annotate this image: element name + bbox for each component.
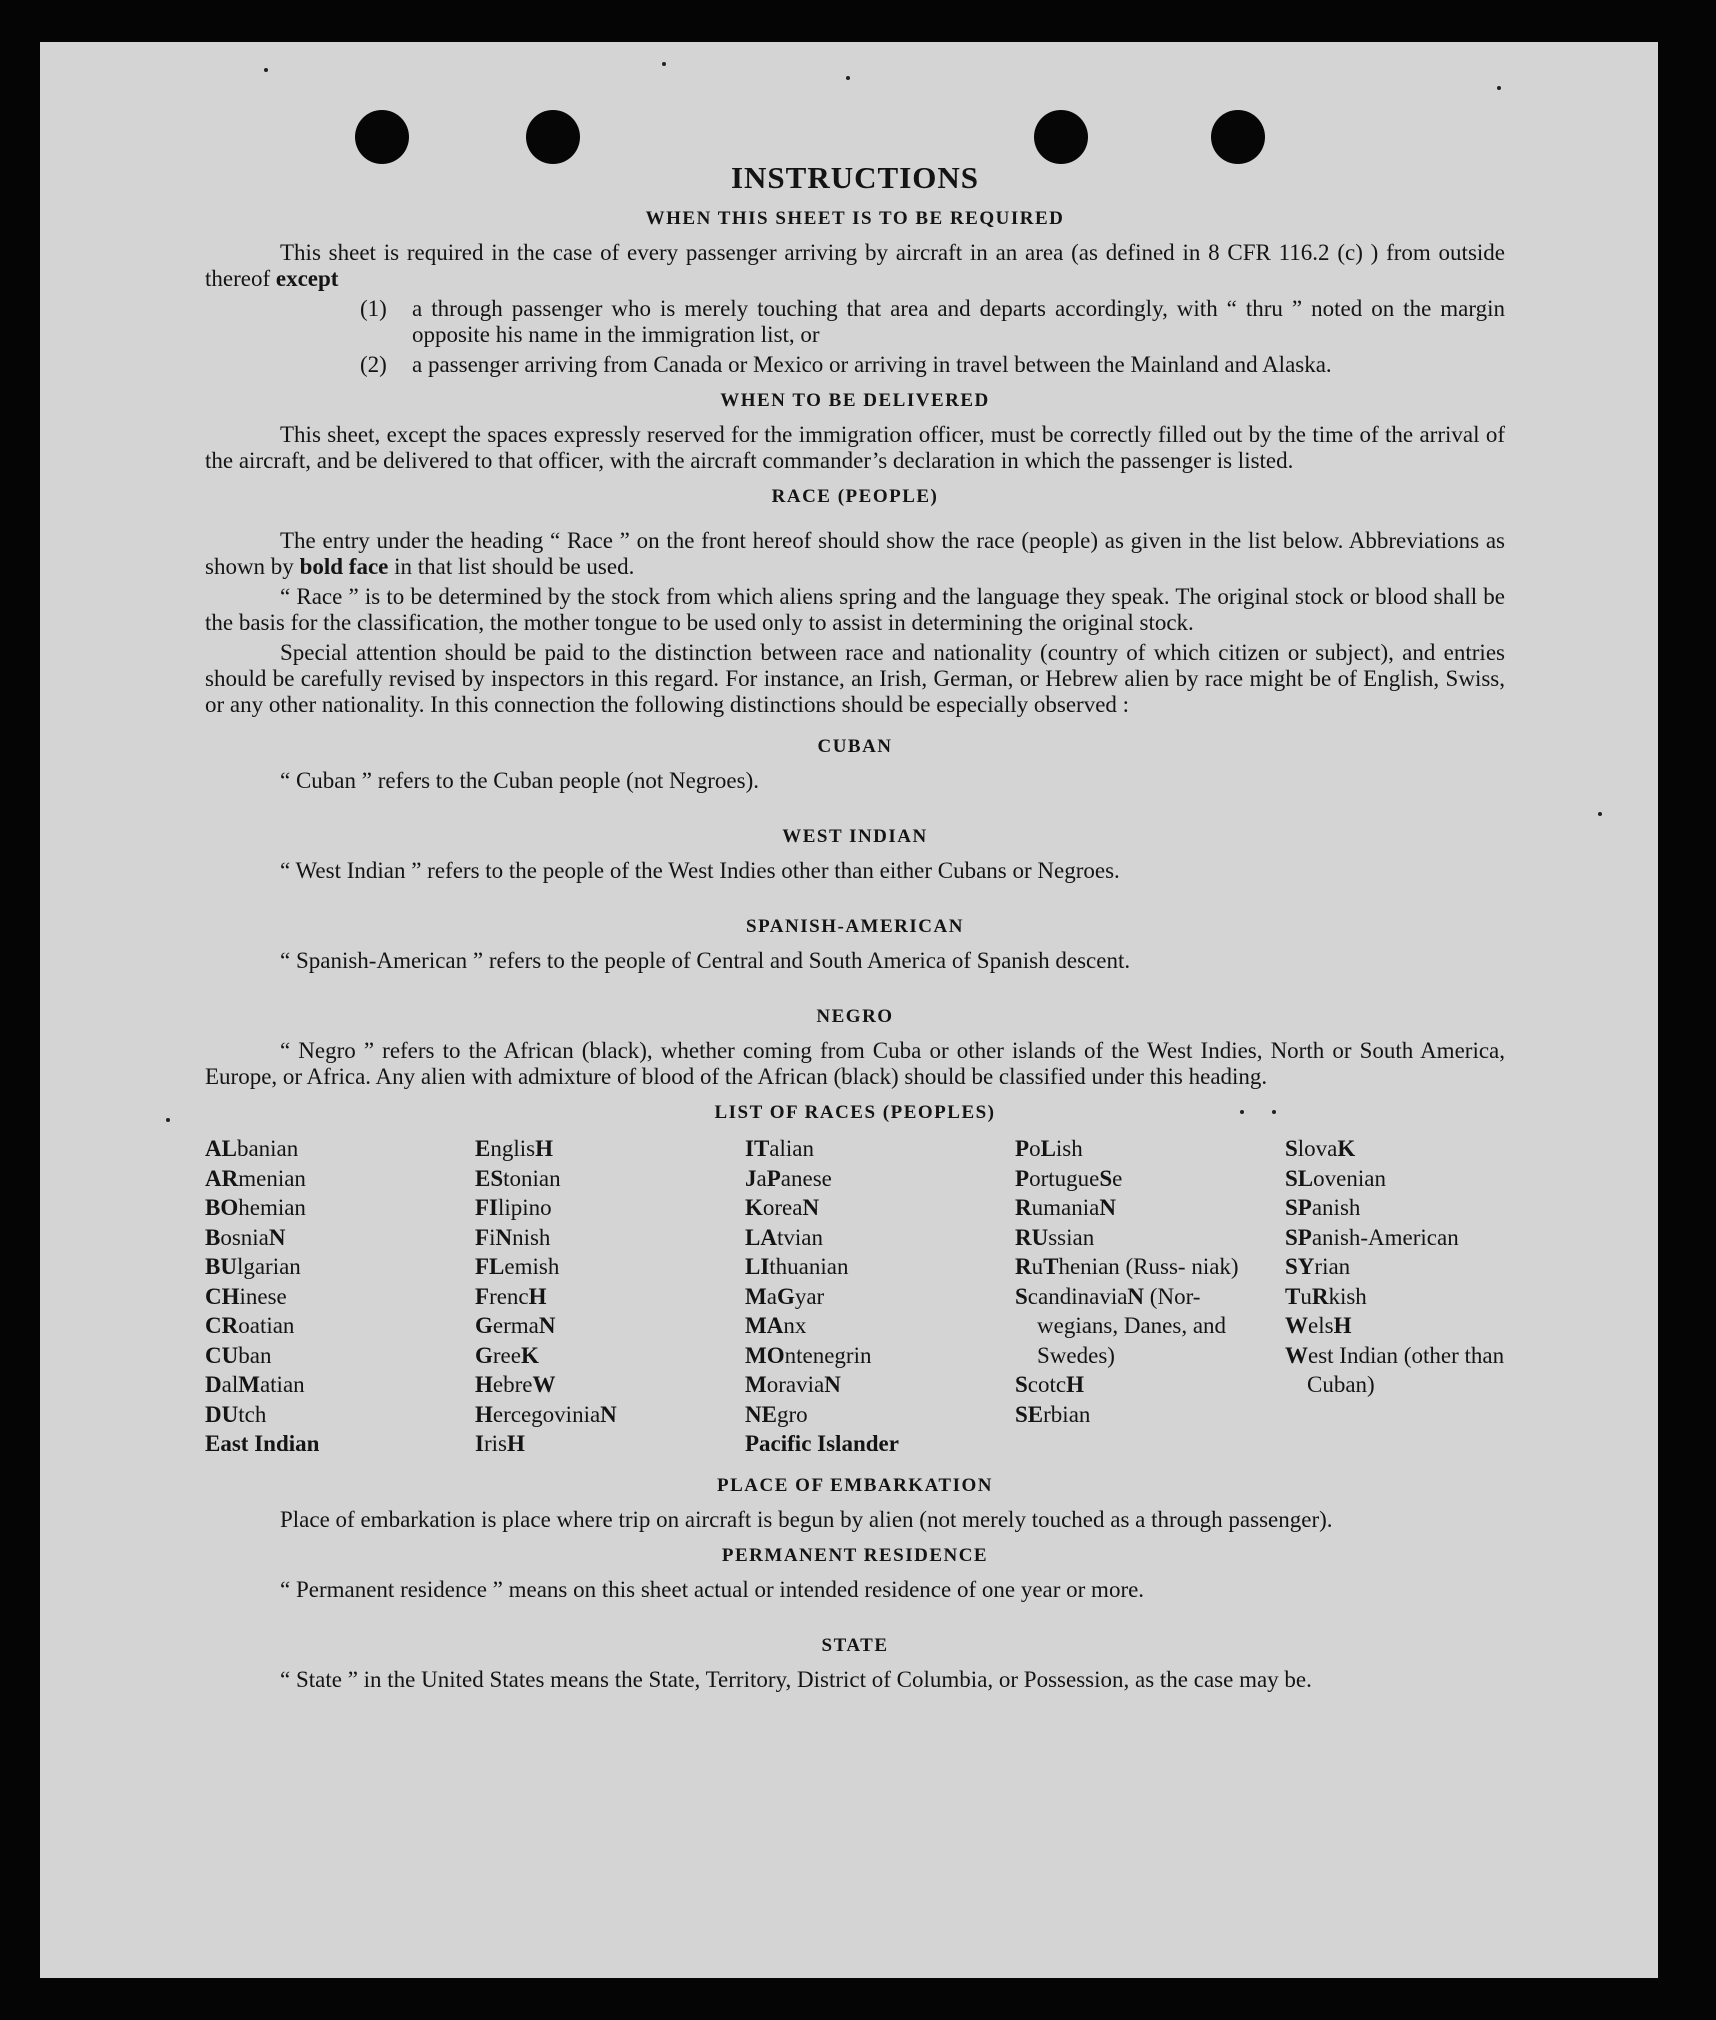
speck <box>846 76 850 80</box>
paragraph-text: in that list should be used. <box>394 554 635 579</box>
race-entry: GermaN <box>475 1313 556 1338</box>
paragraph-text: The entry under the heading “ Race ” on the front hereof should show the race (people) as given in the list below. Abbreviations as shown by <box>205 528 1505 579</box>
section-heading: STATE <box>821 1634 889 1656</box>
race-entry: CUban <box>205 1342 272 1368</box>
race-entry: EStonian <box>475 1165 561 1191</box>
paragraph: “ Negro ” refers to the African (black), whether coming from Cuba or other islands of the West Indies, North or South America, Europe, or Africa. Any alien with admixture of blood of the African (black) should be classified under this heading. <box>205 1038 1505 1089</box>
punch-hole <box>355 110 409 164</box>
race-entry: LAtvian <box>745 1224 823 1250</box>
race-entry: SErbian <box>1015 1401 1091 1427</box>
race-entry: HercegoviniaN <box>475 1401 617 1427</box>
speck <box>1598 812 1602 816</box>
section-heading: PLACE OF EMBARKATION <box>717 1474 993 1496</box>
section-heading: SPANISH-AMERICAN <box>746 916 964 937</box>
race-entry: ARmenian <box>205 1165 306 1191</box>
race-entry: BUlgarian <box>205 1254 301 1279</box>
section-heading: LIST OF RACES (PEOPLES) <box>714 1102 996 1123</box>
page-title: INSTRUCTIONS <box>730 160 979 195</box>
race-entry: DUtch <box>205 1401 267 1427</box>
race-entry: ITalian <box>745 1136 814 1161</box>
race-entry: GreeK <box>475 1342 539 1368</box>
item-text: a passenger arriving from Canada or Mexico or arriving in travel between the Mainland and Alaska. <box>412 352 1332 377</box>
race-entry: EnglisH <box>475 1136 553 1161</box>
race-entry: SPanish-American <box>1285 1224 1459 1250</box>
section-heading: WEST INDIAN <box>782 826 928 847</box>
race-entry: PortugueSe <box>1015 1165 1123 1191</box>
paragraph: “ Cuban ” refers to the Cuban people (not Negroes). <box>280 768 760 793</box>
race-entry: NEgro <box>745 1401 808 1427</box>
race-entry: BOhemian <box>205 1195 306 1220</box>
punch-hole <box>526 110 580 164</box>
race-entry: FiNnish <box>475 1224 551 1250</box>
item-number: (2) <box>360 352 387 377</box>
race-entry: PoLish <box>1015 1136 1083 1161</box>
race-entry: ScotcH <box>1015 1372 1084 1397</box>
item-number: (1) <box>360 296 387 321</box>
speck <box>166 1118 170 1122</box>
section-heading: PERMANENT RESIDENCE <box>721 1544 989 1566</box>
section-heading: RACE (PEOPLE) <box>771 486 939 507</box>
race-entry: East Indian <box>205 1431 320 1456</box>
race-entry: CRoatian <box>205 1313 295 1338</box>
race-column <box>475 1134 745 1459</box>
race-entry: MoraviaN <box>745 1372 841 1397</box>
race-entry: MaGyar <box>745 1283 825 1309</box>
race-entry: SPanish <box>1285 1195 1361 1220</box>
race-entry: CHinese <box>205 1283 287 1309</box>
race-column <box>205 1134 475 1459</box>
instructions-text <box>205 160 1505 1697</box>
race-entry: RUssian <box>1015 1224 1095 1250</box>
paragraph: “ Spanish-American ” refers to the people of Central and South America of Spanish descent. <box>280 948 1131 973</box>
punch-hole <box>1211 110 1265 164</box>
punch-hole <box>1034 110 1088 164</box>
race-entry: FrencH <box>475 1283 547 1309</box>
race-entry: MAnx <box>745 1313 807 1338</box>
list-item <box>205 296 1505 348</box>
paragraph <box>205 528 1505 580</box>
race-list <box>205 1134 1505 1459</box>
race-entry: JaPanese <box>745 1165 832 1191</box>
race-entry: KoreaN <box>745 1195 820 1220</box>
race-entry: FIlipino <box>475 1195 552 1220</box>
race-entry: SLovenian <box>1285 1165 1386 1191</box>
paragraph: “ West Indian ” refers to the people of the West Indies other than either Cubans or Negroes. <box>280 858 1120 883</box>
section-heading: NEGRO <box>816 1006 894 1027</box>
race-column <box>1285 1134 1515 1459</box>
race-entry: MOntenegrin <box>745 1342 872 1368</box>
race-entry: TuRkish <box>1285 1283 1367 1309</box>
bold-text: bold face <box>299 554 389 579</box>
paragraph <box>205 240 1505 292</box>
race-column <box>745 1134 1015 1459</box>
race-entry: WelsH <box>1285 1313 1352 1338</box>
race-entry: SYrian <box>1285 1254 1351 1279</box>
section-heading: WHEN THIS SHEET IS TO BE REQUIRED <box>645 208 1065 229</box>
paragraph: “ State ” in the United States means the State, Territory, District of Columbia, or Possession, as the case may be. <box>280 1666 1312 1692</box>
speck <box>1497 86 1501 90</box>
speck <box>662 62 666 66</box>
section-heading: WHEN TO BE DELIVERED <box>720 390 990 411</box>
paragraph-text: This sheet is required in the case of every passenger arriving by aircraft in an area (as defined in 8 CFR 116.2 (c) ) from outside thereof <box>205 240 1505 291</box>
race-entry: DalMatian <box>205 1372 305 1397</box>
item-text: a through passenger who is merely touching that area and departs accordingly, with “ thru ” noted on the margin opposite his name in the immigration list, or <box>412 296 1505 347</box>
document-sheet <box>40 42 1658 1978</box>
race-entry: LIthuanian <box>745 1254 849 1279</box>
paragraph: “ Permanent residence ” means on this sheet actual or intended residence of one year or more. <box>280 1576 1145 1602</box>
race-entry: Pacific Islander <box>745 1431 899 1456</box>
race-entry: RuThenian (Russ- niak) <box>1015 1254 1239 1279</box>
race-column <box>1015 1134 1285 1459</box>
paragraph: Place of embarkation is place where trip on aircraft is begun by alien (not merely touched as a through passenger). <box>280 1506 1333 1532</box>
race-entry: FLemish <box>475 1254 560 1279</box>
race-entry: ALbanian <box>205 1136 299 1161</box>
paragraph: Special attention should be paid to the distinction between race and nationality (country of which citizen or subject), and entries should be carefully revised by inspectors in this regard. For instance, an Irish, German, or Hebrew alien by race might be of English, Swiss, or any other nationality. In this connection the following distinctions should be especially observed : <box>205 640 1505 717</box>
race-entry: RumaniaN <box>1015 1195 1116 1220</box>
paragraph: This sheet, except the spaces expressly reserved for the immigration officer, must be correctly filled out by the time of the arrival of the aircraft, and be delivered to that officer, with the aircraft commander’s declaration in which the passenger is listed. <box>205 422 1505 473</box>
race-entry: IrisH <box>475 1431 525 1456</box>
speck <box>264 68 268 72</box>
race-entry: ScandinaviaN (Nor- wegians, Danes, and Swedes) <box>1015 1283 1227 1368</box>
paragraph: “ Race ” is to be determined by the stock from which aliens spring and the language they speak. The original stock or blood shall be the basis for the classification, the mother tongue to be used only to assist in determining the original stock. <box>205 584 1505 635</box>
section-heading: CUBAN <box>817 736 893 757</box>
race-entry: SlovaK <box>1285 1136 1356 1161</box>
list-item <box>205 352 1505 378</box>
race-entry: West Indian (other than Cuban) <box>1285 1342 1505 1397</box>
race-entry: HebreW <box>475 1372 556 1397</box>
race-entry: BosniaN <box>205 1224 286 1250</box>
bold-text: except <box>275 266 339 291</box>
